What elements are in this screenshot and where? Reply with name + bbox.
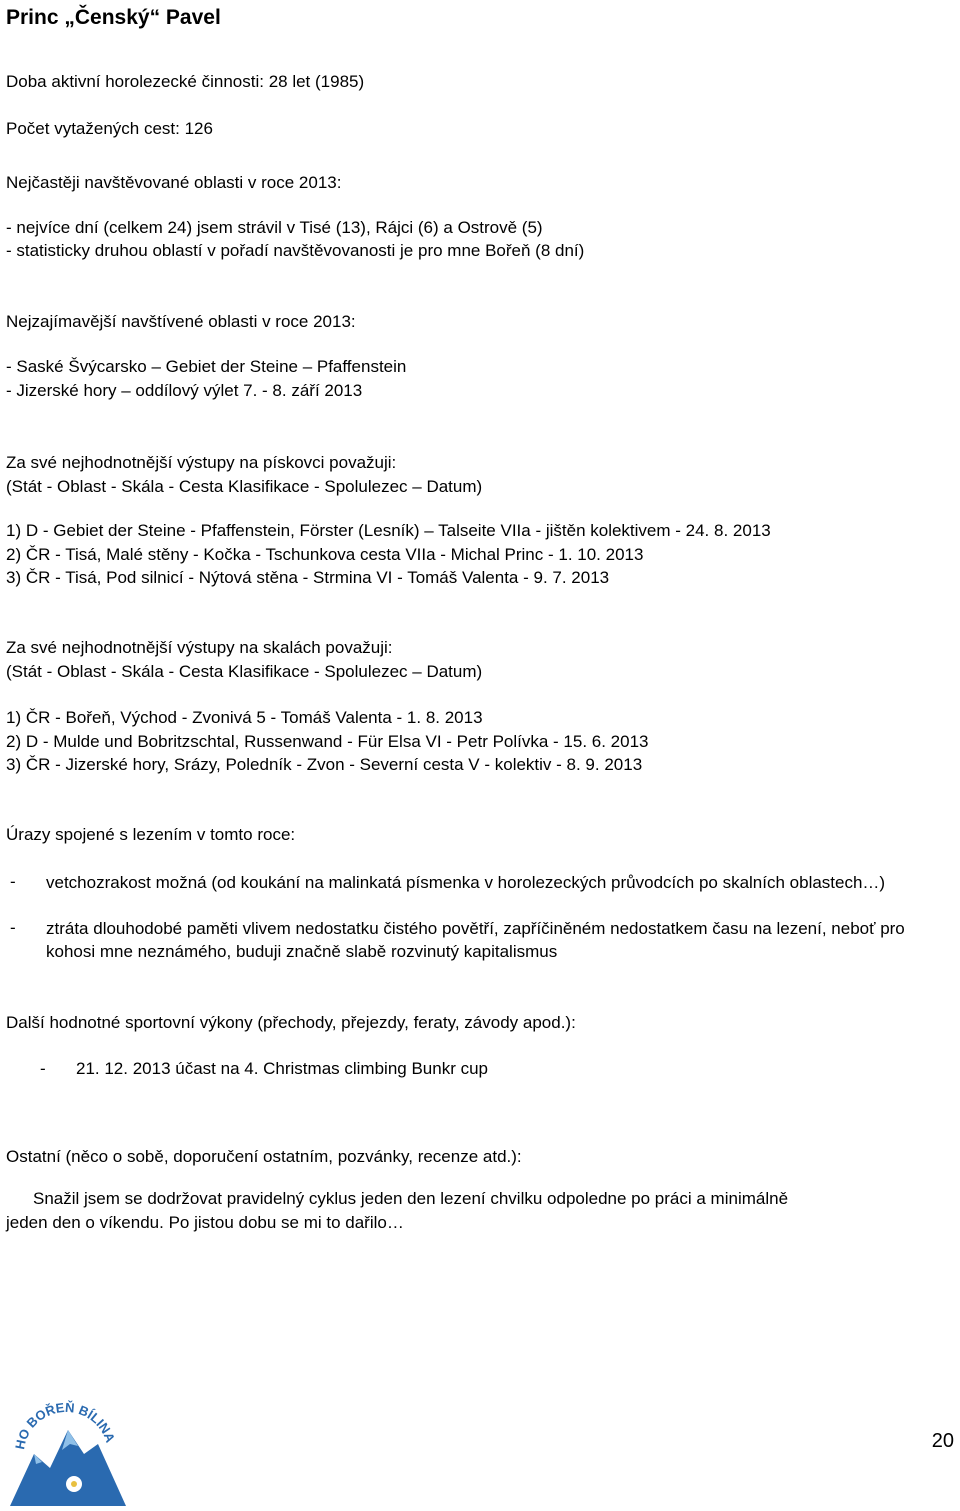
rocks-heading: Za své nejhodnotnější výstupy na skalách považuji:: [6, 638, 393, 657]
activity-years: Doba aktivní horolezecké činnosti: 28 let (1985): [6, 72, 365, 91]
bullet-dash: -: [10, 872, 16, 891]
sandstone-item-3: 3) ČR - Tisá, Pod silnicí - Nýtová stěna - Strmina VI - Tomáš Valenta - 9. 7. 2013: [6, 568, 610, 587]
routes-count: Počet vytažených cest: 126: [6, 119, 213, 138]
sandstone-legend: (Stát - Oblast - Skála - Cesta Klasifikace - Spolulezec – Datum): [6, 477, 483, 496]
logo-text: HO BOŘEŇ BÍLINA: [12, 1399, 119, 1451]
most-visited-item-2: - statisticky druhou oblastí v pořadí navštěvovanosti je pro mne Bořeň (8 dní): [6, 241, 585, 260]
other-performance-heading: Další hodnotné sportovní výkony (přechody, přejezdy, feraty, závody apod.):: [6, 1013, 576, 1032]
most-visited-item-1: - nejvíce dní (celkem 24) jsem strávil v Tisé (13), Rájci (6) a Ostrově (5): [6, 218, 543, 237]
page-number: 20: [931, 1430, 954, 1452]
rocks-item-3: 3) ČR - Jizerské hory, Srázy, Poledník - Zvon - Severní cesta V - kolektiv - 8. 9. 2013: [6, 755, 643, 774]
club-logo-icon: [4, 1384, 126, 1506]
rocks-item-1: 1) ČR - Bořeň, Východ - Zvonivá 5 - Tomáš Valenta - 1. 8. 2013: [6, 708, 483, 727]
sandstone-item-1: 1) D - Gebiet der Steine - Pfaffenstein, Förster (Lesník) – Talseite VIIa - jištěn kolektivem - 24. 8. 2013: [6, 521, 771, 540]
most-visited-heading: Nejčastěji navštěvované oblasti v roce 2013:: [6, 173, 342, 192]
injury-item-2: ztráta dlouhodobé paměti vlivem nedostatku čistého povětří, zapříčiněném nedostatkem času na lezení, neboť pro kohosi mne neznámého, buduji značně slabě rozvinutý kapitalismus: [46, 919, 905, 961]
injuries-heading: Úrazy spojené s lezením v tomto roce:: [6, 825, 296, 844]
rocks-item-2: 2) D - Mulde und Bobritzschtal, Russenwand - Für Elsa VI - Petr Polívka - 15. 6. 2013: [6, 732, 649, 751]
interesting-item-2: - Jizerské hory – oddílový výlet 7. - 8. září 2013: [6, 381, 363, 400]
other-heading: Ostatní (něco o sobě, doporučení ostatním, pozvánky, recenze atd.):: [6, 1147, 522, 1166]
bullet-dash: -: [10, 918, 16, 937]
rocks-legend: (Stát - Oblast - Skála - Cesta Klasifikace - Spolulezec – Datum): [6, 662, 483, 681]
injury-item-1: vetchozrakost možná (od koukání na malinkatá písmenka v horolezeckých průvodcích po skalních oblastech…): [46, 873, 886, 892]
interesting-item-1: - Saské Švýcarsko – Gebiet der Steine – Pfaffenstein: [6, 357, 407, 376]
page-title: Princ „Čenský“ Pavel: [6, 6, 221, 29]
sandstone-item-2: 2) ČR - Tisá, Malé stěny - Kočka - Tschunkova cesta VIIa - Michal Princ - 1. 10. 2013: [6, 545, 644, 564]
interesting-heading: Nejzajímavější navštívené oblasti v roce 2013:: [6, 312, 356, 331]
sandstone-heading: Za své nejhodnotnější výstupy na pískovci považuji:: [6, 453, 397, 472]
other-text-line-1: Snažil jsem se dodržovat pravidelný cyklus jeden den lezení chvilku odpoledne po práci a minimálně: [33, 1189, 789, 1208]
bullet-dash: -: [40, 1059, 46, 1078]
club-logo: [4, 1384, 126, 1506]
other-performance-item: 21. 12. 2013 účast na 4. Christmas climbing Bunkr cup: [76, 1059, 488, 1078]
other-text-line-2: jeden den o víkendu. Po jistou dobu se mi to dařilo…: [6, 1213, 404, 1232]
